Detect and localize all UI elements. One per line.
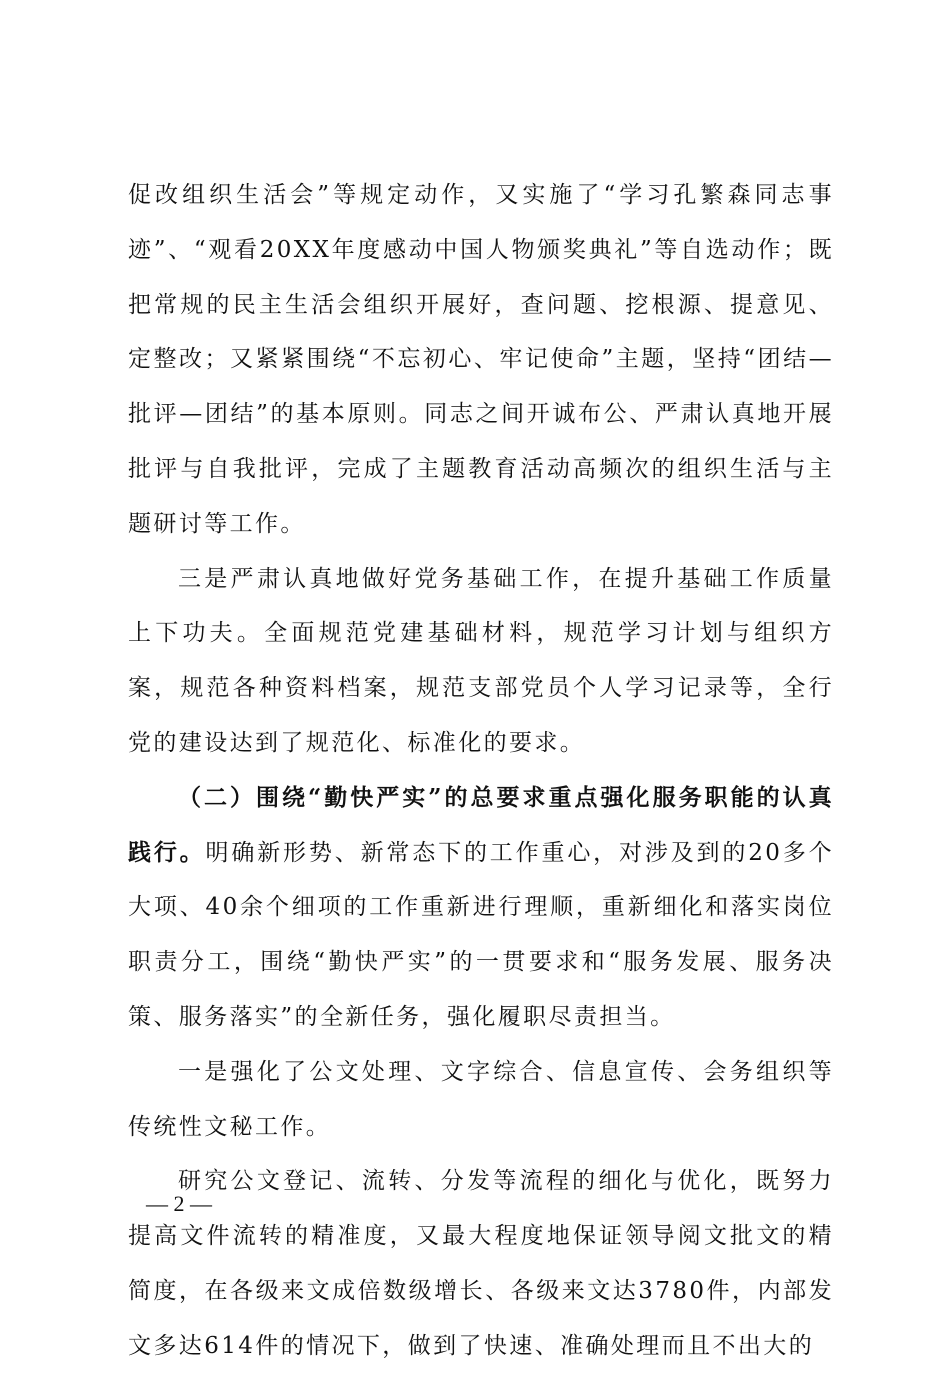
section-heading: （二）围绕“勤快严实”的总要求重点强化服务职能的认真践行。 <box>128 783 834 866</box>
page-number: — 2 — <box>146 1191 212 1216</box>
paragraph-document-processing: 研究公文登记、流转、分发等流程的细化与优化，既努力提高文件流转的精准度，又最大程度地保证领导阅文批文的精简度，在各级来文成倍数级增长、各级来文达3780件，内部发文多达614件的情况下，做到了快速、准确处理而且不出大的 <box>128 1168 834 1359</box>
paragraph-clerical-work: 一是强化了公文处理、文字综合、信息宣传、会务组织等传统性文秘工作。 <box>128 1058 834 1140</box>
paragraph-service-function <box>128 771 834 1045</box>
section-heading-body: 明确新形势、新常态下的工作重心，对涉及到的20多个大项、40余个细项的工作重新进行理顺，重新细化和落实岗位职责分工，围绕“勤快严实”的一贯要求和“服务发展、服务决策、服务落实”的全新任务，强化履职尽责担当。 <box>128 839 834 1030</box>
paragraph-continuation: 促改组织生活会”等规定动作，又实施了“学习孔繁森同志事迹”、“观看20XX年度感动中国人物颁奖典礼”等自选动作；既把常规的民主生活会组织开展好，查问题、挖根源、提意见、定整改；又紧紧围绕“不忘初心、牢记使命”主题，坚持“团结—批评—团结”的基本原则。同志之间开诚布公、严肃认真地开展批评与自我批评，完成了主题教育活动高频次的组织生活与主题研讨等工作。 <box>128 182 834 537</box>
paragraph-party-basic-work: 三是严肃认真地做好党务基础工作，在提升基础工作质量上下功夫。全面规范党建基础材料，规范学习计划与组织方案，规范各种资料档案，规范支部党员个人学习记录等，全行党的建设达到了规范化、标准化的要求。 <box>128 565 834 756</box>
document-body <box>128 168 834 1374</box>
